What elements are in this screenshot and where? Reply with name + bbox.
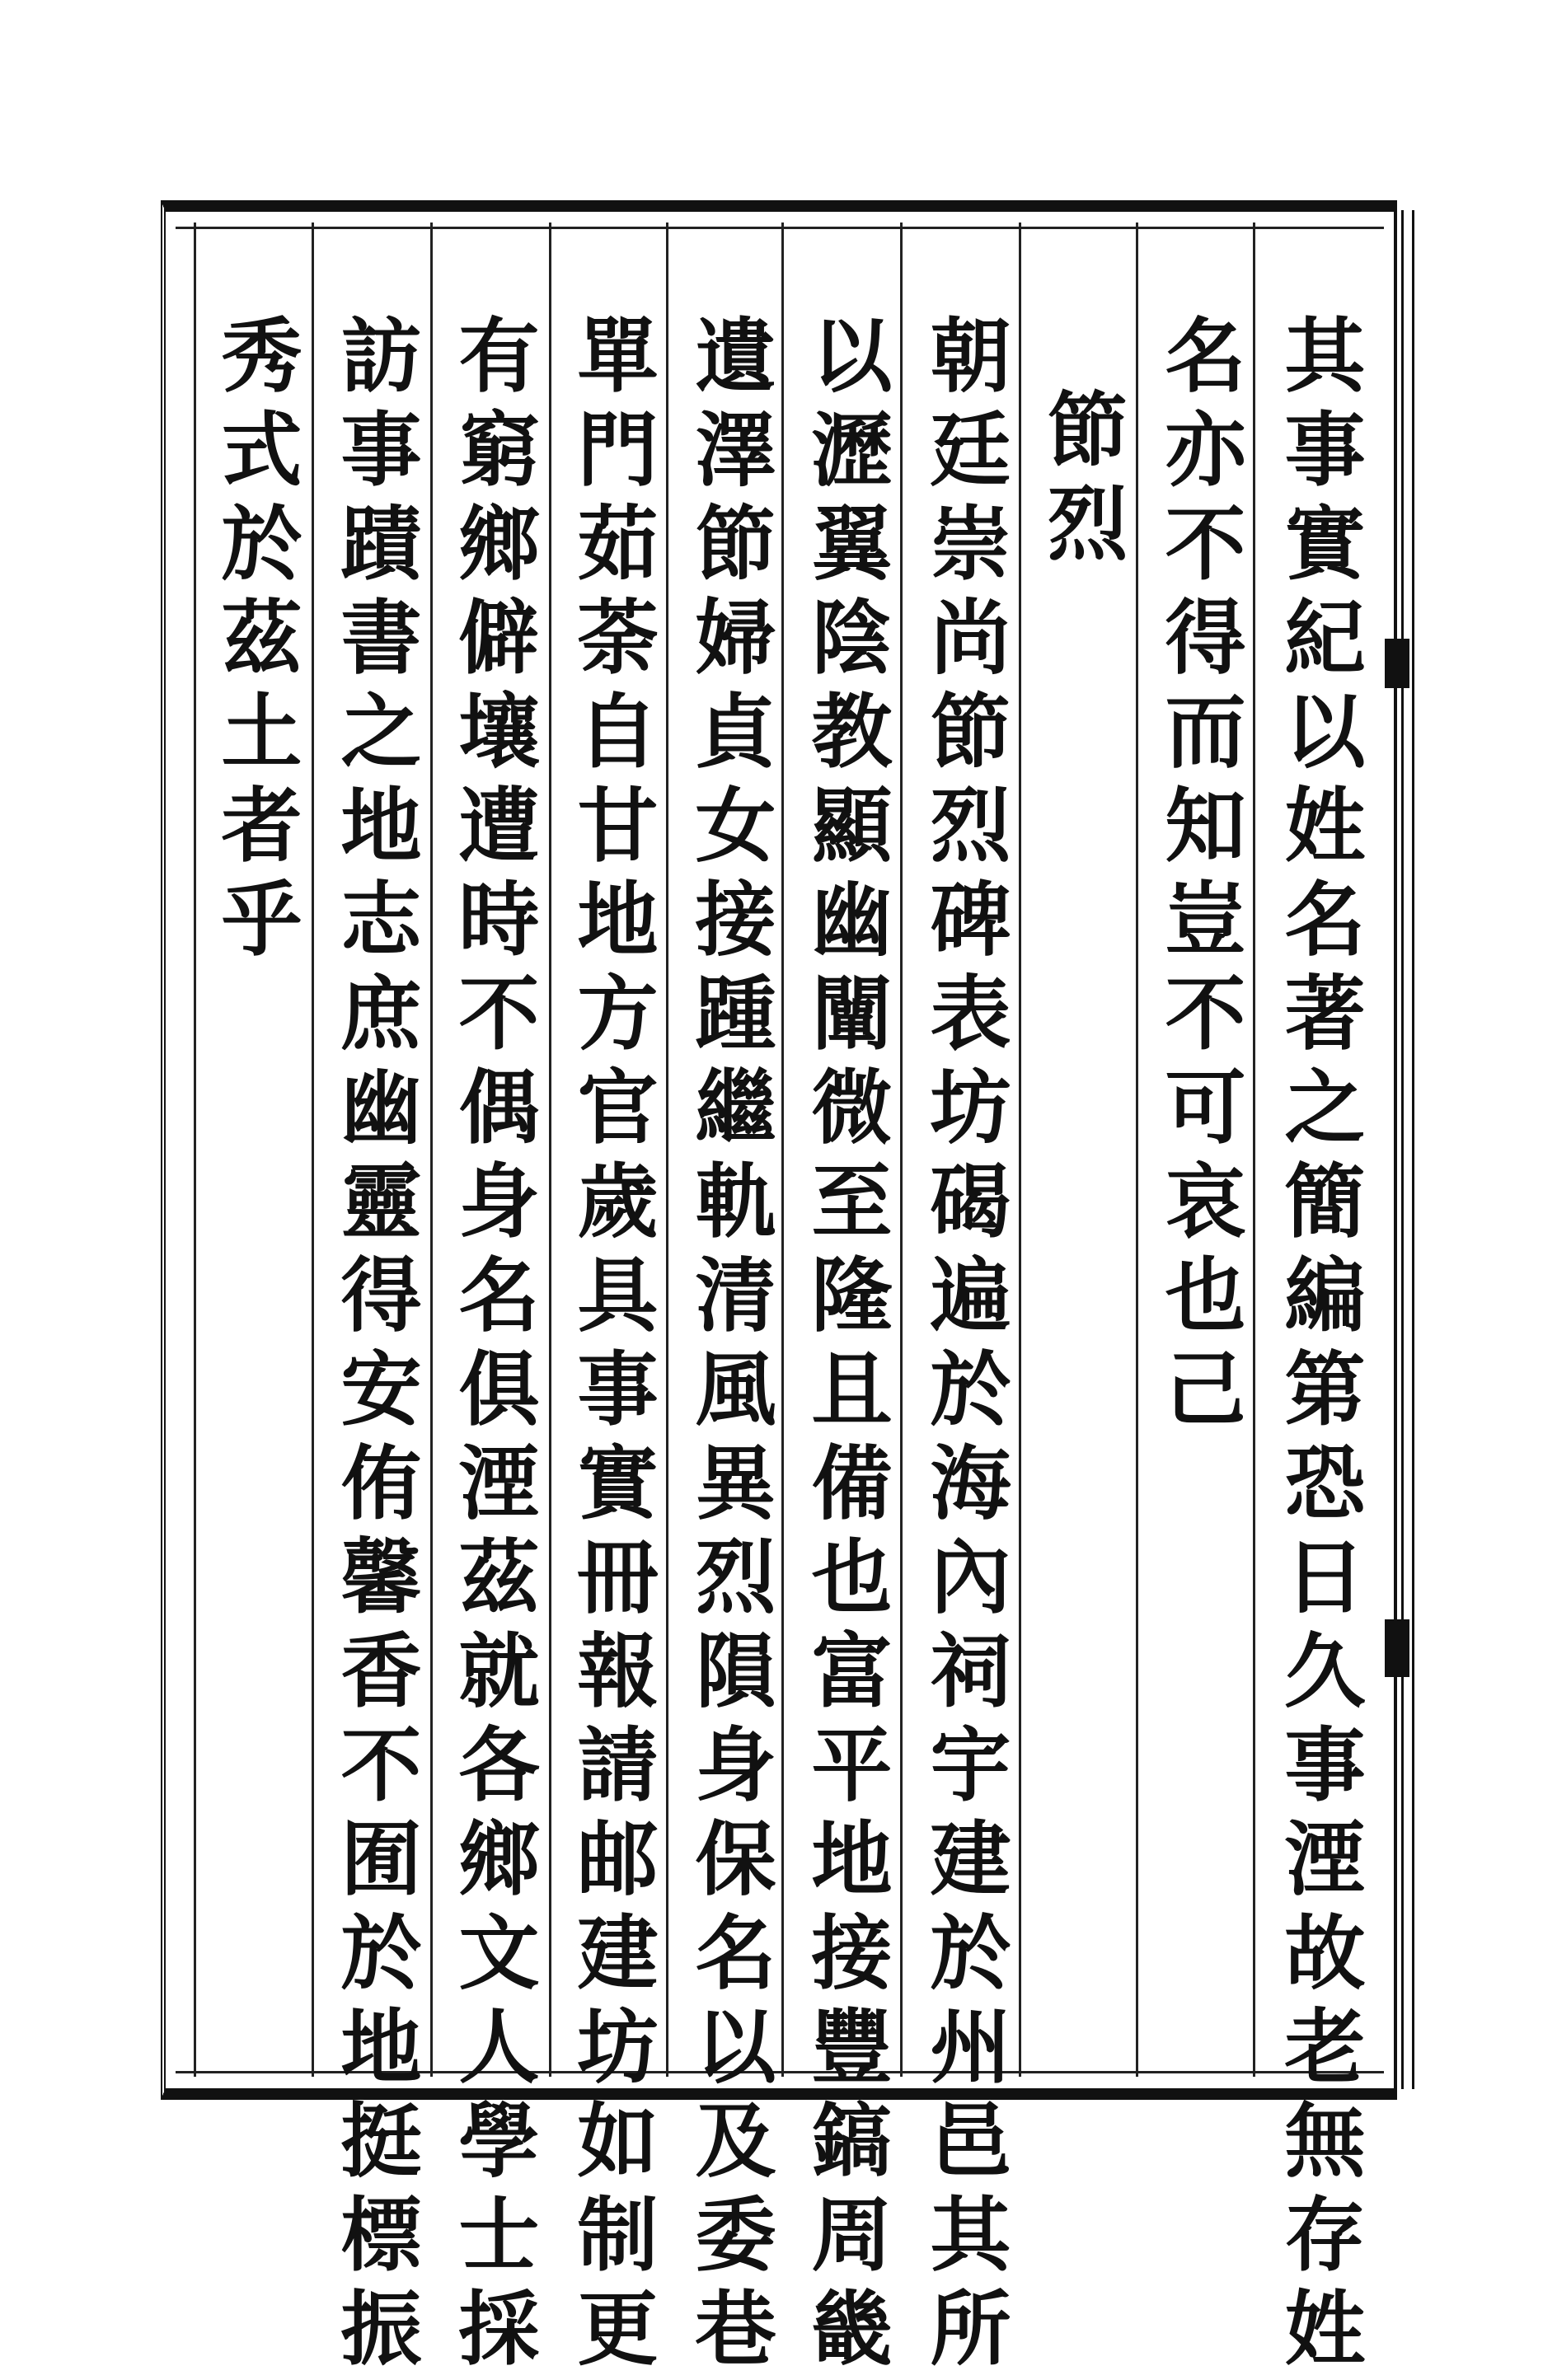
text-column-9: 訪事蹟書之地志庶幽靈得安侑馨香不囿於地挺標振 (327, 313, 422, 2380)
text-column-1: 其事實紀以姓名著之簡編第恐日久事湮故老無存姓 (1271, 313, 1366, 2380)
text-column-4: 朝廷崇尚節烈碑表坊碣遍於海內祠宇建於州邑其所 (917, 313, 1011, 2380)
text-column-10: 秀式於茲土者乎 (208, 313, 302, 971)
outer-margin-strip (1401, 210, 1414, 2089)
column-rule (549, 223, 551, 2077)
text-column-5: 以瀝翼陰教顯幽闡微至隆且備也富平地接豐鎬周畿 (798, 313, 893, 2380)
column-rule (900, 223, 903, 2077)
text-column-2: 名亦不得而知豈不可哀也己 (1151, 313, 1246, 1441)
column-rule (1019, 223, 1021, 2077)
column-rule (430, 223, 433, 2077)
section-heading: 節烈 (1034, 387, 1128, 575)
text-column-6: 遺澤節婦貞女接踵繼軌清風異烈隕身保名以及委巷 (682, 313, 776, 2380)
margin-block-bottom (1385, 1619, 1409, 1677)
column-rule (1253, 223, 1255, 2077)
column-rule (312, 223, 314, 2077)
margin-block-top (1385, 639, 1409, 688)
text-column-8: 有窮鄉僻壤遭時不偶身名俱湮茲就各鄉文人學士採 (445, 313, 540, 2380)
column-rule (1136, 223, 1138, 2077)
column-rule (194, 223, 196, 2077)
text-column-7: 單門茹荼自甘地方官歲具事實冊報請邮建坊如制更 (564, 313, 659, 2380)
column-rule (781, 223, 784, 2077)
column-rule (666, 223, 668, 2077)
